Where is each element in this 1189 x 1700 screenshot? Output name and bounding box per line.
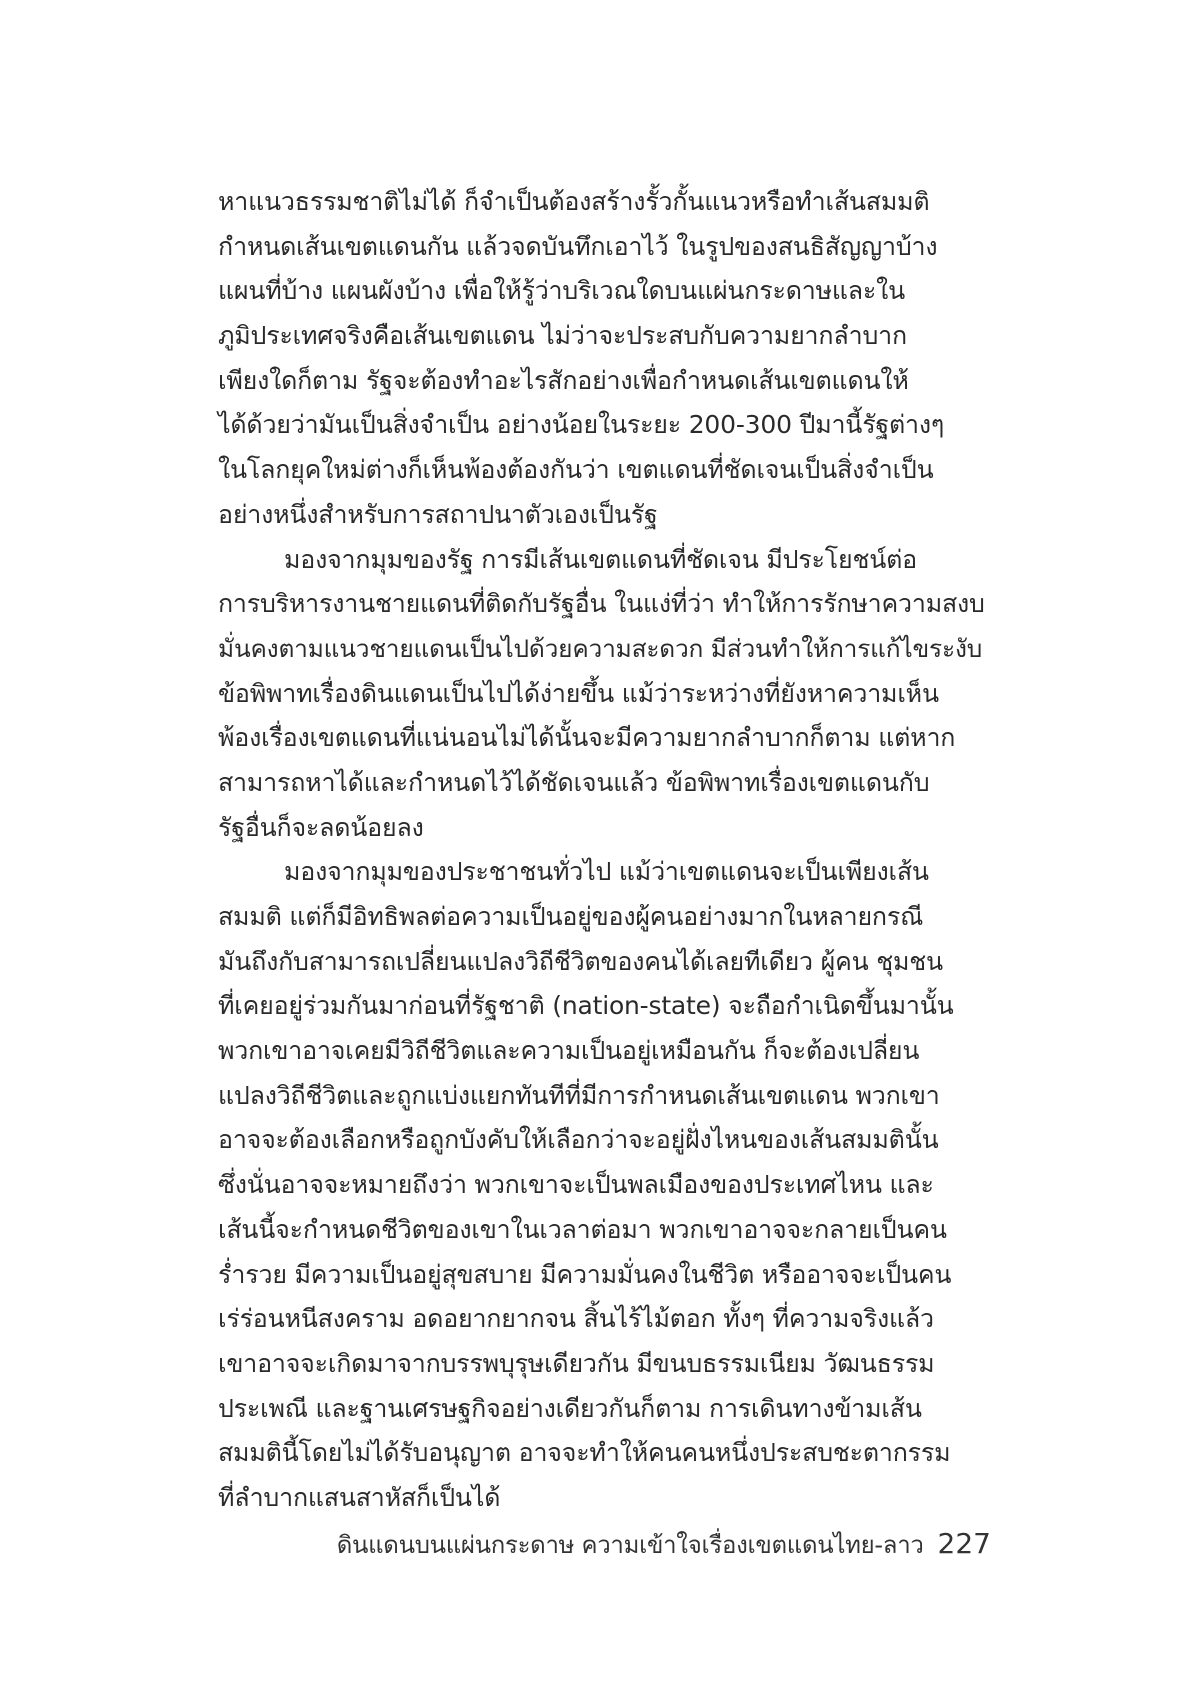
text-line: แผนที่บ้าง แผนผังบ้าง เพื่อให้รู้ว่าบริเวณใดบนแผ่นกระดาษและใน bbox=[218, 276, 906, 306]
text-line: ซึ่งนั่นอาจจะหมายถึงว่า พวกเขาจะเป็นพลเมืองของประเทศไหน และ bbox=[218, 1170, 934, 1200]
page-number: 227 bbox=[937, 1527, 991, 1560]
text-line: ประเพณี และฐานเศรษฐกิจอย่างเดียวกันก็ตาม การเดินทางข้ามเส้น bbox=[218, 1393, 922, 1423]
running-footer bbox=[337, 1524, 991, 1564]
text-line: สามารถหาได้และกำหนดไว้ได้ชัดเจนแล้ว ข้อพิพาทเรื่องเขตแดนกับ bbox=[218, 767, 930, 797]
text-line: สมมตินี้โดยไม่ได้รับอนุญาต อาจจะทำให้คนคนหนึ่งประสบชะตากรรม bbox=[218, 1438, 951, 1468]
text-line: หาแนวธรรมชาติไม่ได้ ก็จำเป็นต้องสร้างรั้วกั้นแนวหรือทำเส้นสมมติ bbox=[218, 187, 930, 216]
text-line: พวกเขาอาจเคยมีวิถีชีวิตและความเป็นอยู่เหมือนกัน ก็จะต้องเปลี่ยน bbox=[218, 1036, 920, 1066]
text-line: แปลงวิถีชีวิตและถูกแบ่งแยกทันทีที่มีการกำหนดเส้นเขตแดน พวกเขา bbox=[218, 1080, 940, 1110]
text-line: มั่นคงตามแนวชายแดนเป็นไปด้วยความสะดวก มีส่วนทำให้การแก้ไขระงับ bbox=[218, 633, 983, 663]
text-line: ภูมิประเทศจริงคือเส้นเขตแดน ไม่ว่าจะประสบกับความยากลำบาก bbox=[218, 321, 907, 351]
text-line: ร่ำรวย มีความเป็นอยู่สุขสบาย มีความมั่นคงในชีวิต หรืออาจจะเป็นคน bbox=[218, 1259, 952, 1289]
text-line: ในโลกยุคใหม่ต่างก็เห็นพ้องต้องกันว่า เขตแดนที่ชัดเจนเป็นสิ่งจำเป็น bbox=[218, 455, 934, 485]
paragraph-first-line: มองจากมุมของรัฐ การมีเส้นเขตแดนที่ชัดเจน มีประโยชน์ต่อ bbox=[284, 544, 917, 574]
text-line: อย่างหนึ่งสำหรับการสถาปนาตัวเองเป็นรัฐ bbox=[218, 499, 658, 529]
text-line: การบริหารงานชายแดนที่ติดกับรัฐอื่น ในแง่ที่ว่า ทำให้การรักษาความสงบ bbox=[218, 589, 985, 619]
text-line: เพียงใดก็ตาม รัฐจะต้องทำอะไรสักอย่างเพื่อกำหนดเส้นเขตแดนให้ bbox=[218, 365, 909, 395]
text-line: ได้ด้วยว่ามันเป็นสิ่งจำเป็น อย่างน้อยในระยะ 200-300 ปีมานี้รัฐต่างๆ bbox=[218, 410, 945, 440]
text-line: เขาอาจจะเกิดมาจากบรรพบุรุษเดียวกัน มีขนบธรรมเนียม วัฒนธรรม bbox=[218, 1348, 935, 1378]
text-line: เส้นนี้จะกำหนดชีวิตของเขาในเวลาต่อมา พวกเขาอาจจะกลายเป็นคน bbox=[218, 1214, 947, 1244]
text-line: มันถึงกับสามารถเปลี่ยนแปลงวิถีชีวิตของคนได้เลยทีเดียว ผู้คน ชุมชน bbox=[218, 946, 943, 976]
text-line: ที่ลำบากแสนสาหัสก็เป็นได้ bbox=[218, 1482, 501, 1512]
paragraph-first-line: มองจากมุมของประชาชนทั่วไป แม้ว่าเขตแดนจะเป็นเพียงเส้น bbox=[284, 857, 929, 887]
text-line: เร่ร่อนหนีสงคราม อดอยากยากจน สิ้นไร้ไม้ตอก ทั้งๆ ที่ความจริงแล้ว bbox=[218, 1304, 934, 1334]
text-line: สมมติ แต่ก็มีอิทธิพลต่อความเป็นอยู่ของผู้คนอย่างมากในหลายกรณี bbox=[218, 902, 924, 931]
text-line: อาจจะต้องเลือกหรือถูกบังคับให้เลือกว่าจะอยู่ฝั่งไหนของเส้นสมมตินั้น bbox=[218, 1125, 939, 1155]
text-line: พ้องเรื่องเขตแดนที่แน่นอนไม่ได้นั้นจะมีความยากลำบากก็ตาม แต่หาก bbox=[218, 723, 956, 753]
text-line: กำหนดเส้นเขตแดนกัน แล้วจดบันทึกเอาไว้ ในรูปของสนธิสัญญาบ้าง bbox=[218, 231, 938, 261]
text-line: ที่เคยอยู่ร่วมกันมาก่อนที่รัฐชาติ (nation-state) จะถือกำเนิดขึ้นมานั้น bbox=[218, 991, 954, 1021]
text-line: ข้อพิพาทเรื่องดินแดนเป็นไปได้ง่ายขึ้น แม้ว่าระหว่างที่ยังหาความเห็น bbox=[218, 678, 939, 708]
text-line: รัฐอื่นก็จะลดน้อยลง bbox=[218, 812, 424, 842]
footer-book-title: ดินแดนบนแผ่นกระดาษ ความเข้าใจเรื่องเขตแดนไทย-ลาว bbox=[336, 1531, 924, 1559]
body-text bbox=[218, 180, 993, 1521]
